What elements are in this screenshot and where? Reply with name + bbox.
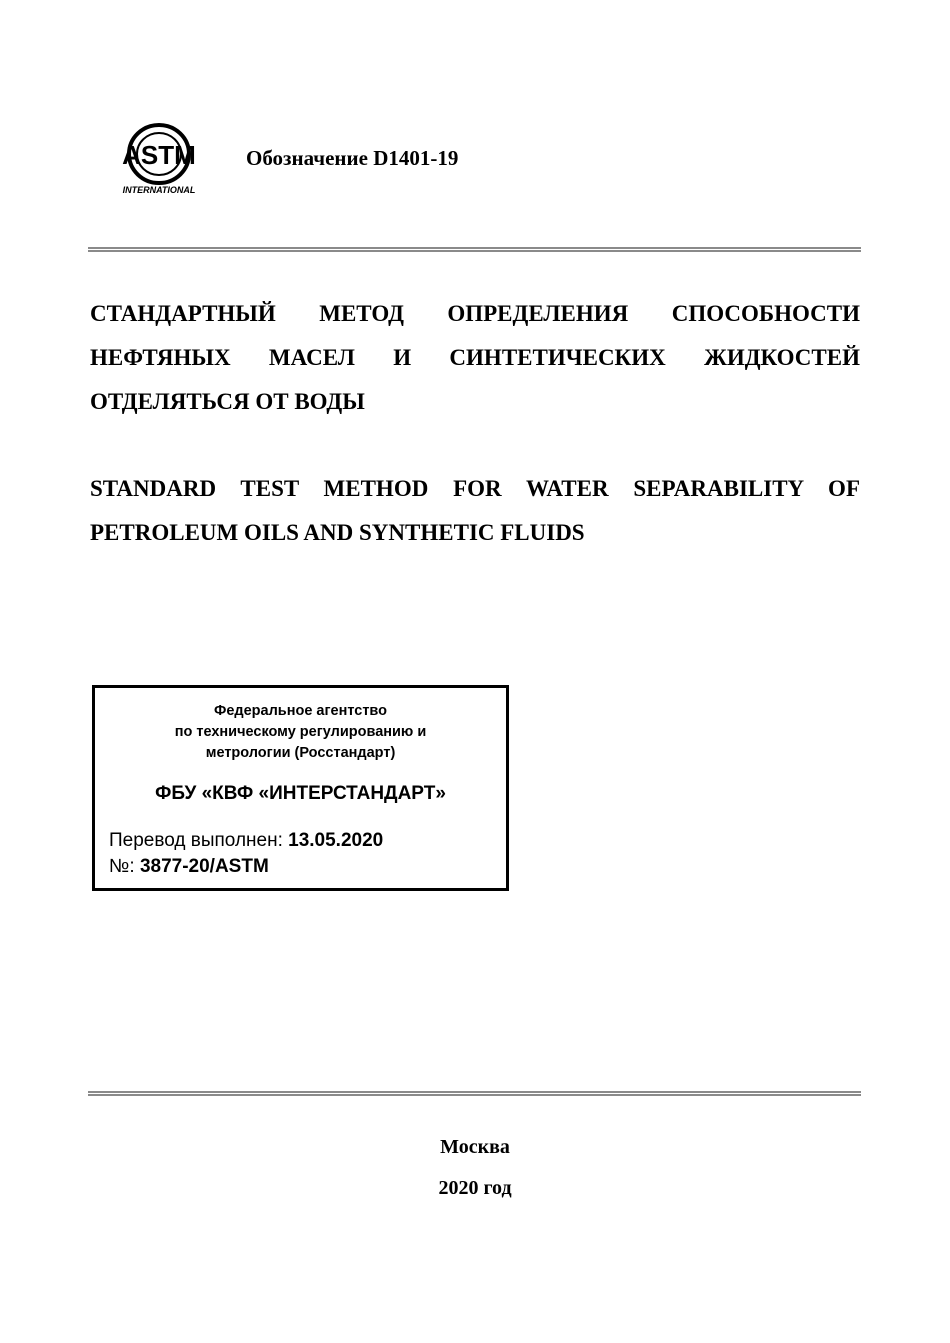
title-english	[90, 467, 860, 555]
translated-label: Перевод выполнен:	[109, 830, 283, 851]
logo-text: ASTM	[122, 140, 196, 170]
title-en-line: STANDARD TEST METHOD FOR WATER SEPARABILITY OF	[90, 476, 860, 501]
bottom-divider	[88, 1091, 861, 1096]
translation-number: 3877-20/ASTM	[139, 856, 269, 877]
number-label: №:	[109, 856, 135, 877]
translated-date: 13.05.2020	[288, 830, 384, 851]
title-en-line: PETROLEUM OILS AND SYNTHETIC FLUIDS	[90, 520, 585, 545]
agency-name	[95, 701, 506, 764]
agency-line: по техническому регулированию и	[174, 724, 427, 740]
title-ru-line: НЕФТЯНЫХ МАСЕЛ И СИНТЕТИЧЕСКИХ ЖИДКОСТЕЙ	[90, 345, 860, 370]
year-text: 2020 год	[438, 1177, 512, 1199]
city	[0, 1136, 950, 1159]
title-ru-line: ОТДЕЛЯТЬСЯ ОТ ВОДЫ	[90, 389, 365, 414]
translation-stamp	[92, 685, 509, 891]
logo-subtext: INTERNATIONAL	[122, 185, 196, 195]
agency-line: метрологии (Росстандарт)	[205, 745, 396, 761]
organization-name: ФБУ «КВФ «ИНТЕРСТАНДАРТ»	[155, 783, 446, 804]
astm-logo	[118, 120, 200, 196]
year	[0, 1177, 950, 1200]
agency-line: Федеральное агентство	[213, 703, 388, 719]
top-divider	[88, 247, 861, 252]
city-text: Москва	[440, 1136, 510, 1158]
document-designation: Обозначение D1401-19	[246, 146, 459, 170]
translation-info	[109, 828, 383, 880]
title-ru-line: СТАНДАРТНЫЙ МЕТОД ОПРЕДЕЛЕНИЯ СПОСОБНОСТИ	[90, 301, 860, 326]
title-russian	[90, 292, 860, 424]
